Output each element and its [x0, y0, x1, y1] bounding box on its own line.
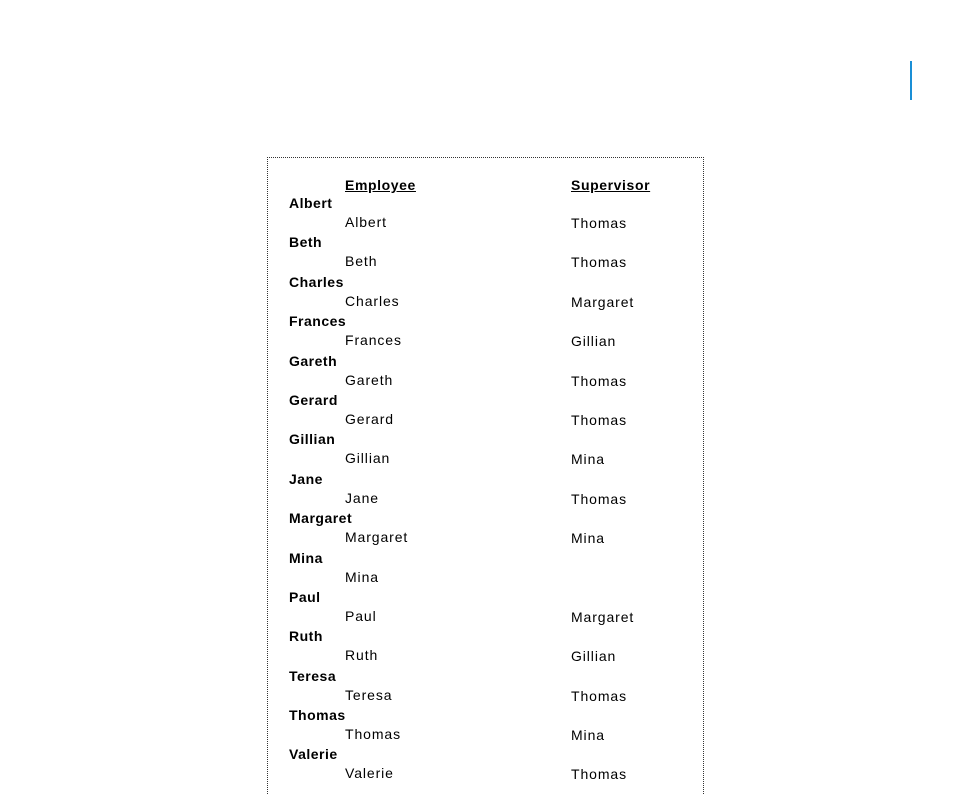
- report-group: [268, 549, 703, 588]
- group-header: Valerie: [289, 746, 338, 763]
- supervisor-name: Mina: [571, 530, 605, 547]
- supervisor-name: Thomas: [571, 687, 627, 704]
- supervisor-column-header: Supervisor: [571, 177, 651, 193]
- group-header: Gerard: [289, 391, 338, 408]
- report-group: [268, 470, 703, 509]
- report-group: [268, 194, 703, 233]
- supervisor-name: Margaret: [571, 293, 635, 310]
- supervisor-name: Mina: [571, 451, 605, 468]
- employee-name: Gareth: [345, 371, 394, 388]
- employee-name: Mina: [345, 568, 379, 585]
- supervisor-name: Gillian: [571, 333, 617, 350]
- employee-name: Gerard: [345, 410, 394, 427]
- supervisor-name: Thomas: [571, 215, 627, 231]
- report-group: [268, 430, 703, 469]
- group-header: Beth: [289, 234, 323, 251]
- group-header: Frances: [289, 313, 347, 330]
- supervisor-name: Gillian: [571, 648, 617, 665]
- report-group: [268, 588, 703, 627]
- employee-name: Ruth: [345, 647, 379, 664]
- report-group: [268, 233, 703, 272]
- supervisor-name: Thomas: [571, 490, 627, 507]
- supervisor-name: Thomas: [571, 411, 627, 428]
- report-group: [268, 745, 703, 784]
- text-caret: [910, 61, 912, 100]
- employee-name: Albert: [345, 214, 387, 230]
- group-header: Gareth: [289, 352, 338, 369]
- report-group: [268, 391, 703, 430]
- supervisor-name: Margaret: [571, 608, 635, 625]
- report-group: [268, 509, 703, 548]
- group-header: Charles: [289, 273, 344, 290]
- employee-name: Beth: [345, 253, 378, 270]
- report-group: [268, 352, 703, 391]
- employee-name: Teresa: [345, 686, 393, 703]
- employee-name: Charles: [345, 292, 400, 309]
- group-header: Gillian: [289, 431, 336, 448]
- group-header: Teresa: [289, 667, 337, 684]
- supervisor-name: Thomas: [571, 766, 627, 783]
- report-group: [268, 627, 703, 666]
- group-header: Ruth: [289, 628, 323, 645]
- report-group: [268, 667, 703, 706]
- employee-column-header: Employee: [345, 177, 416, 193]
- group-header: Paul: [289, 588, 321, 605]
- employee-name: Frances: [345, 332, 402, 349]
- report-group: [268, 273, 703, 312]
- supervisor-name: Thomas: [571, 372, 627, 389]
- report-groups: [268, 194, 703, 785]
- group-header: Jane: [289, 470, 323, 487]
- supervisor-name: Mina: [571, 727, 605, 744]
- supervisor-name: Thomas: [571, 254, 627, 271]
- group-header: Margaret: [289, 510, 353, 527]
- group-header: Mina: [289, 549, 323, 566]
- employee-name: Jane: [345, 489, 379, 506]
- report-group: [268, 706, 703, 745]
- employee-name: Margaret: [345, 529, 409, 546]
- employee-name: Valerie: [345, 765, 394, 782]
- report-page: [267, 157, 704, 794]
- group-header: Albert: [289, 195, 333, 211]
- employee-name: Paul: [345, 607, 377, 624]
- employee-name: Gillian: [345, 450, 391, 467]
- employee-name: Thomas: [345, 726, 401, 743]
- group-header: Thomas: [289, 707, 346, 724]
- report-group: [268, 312, 703, 351]
